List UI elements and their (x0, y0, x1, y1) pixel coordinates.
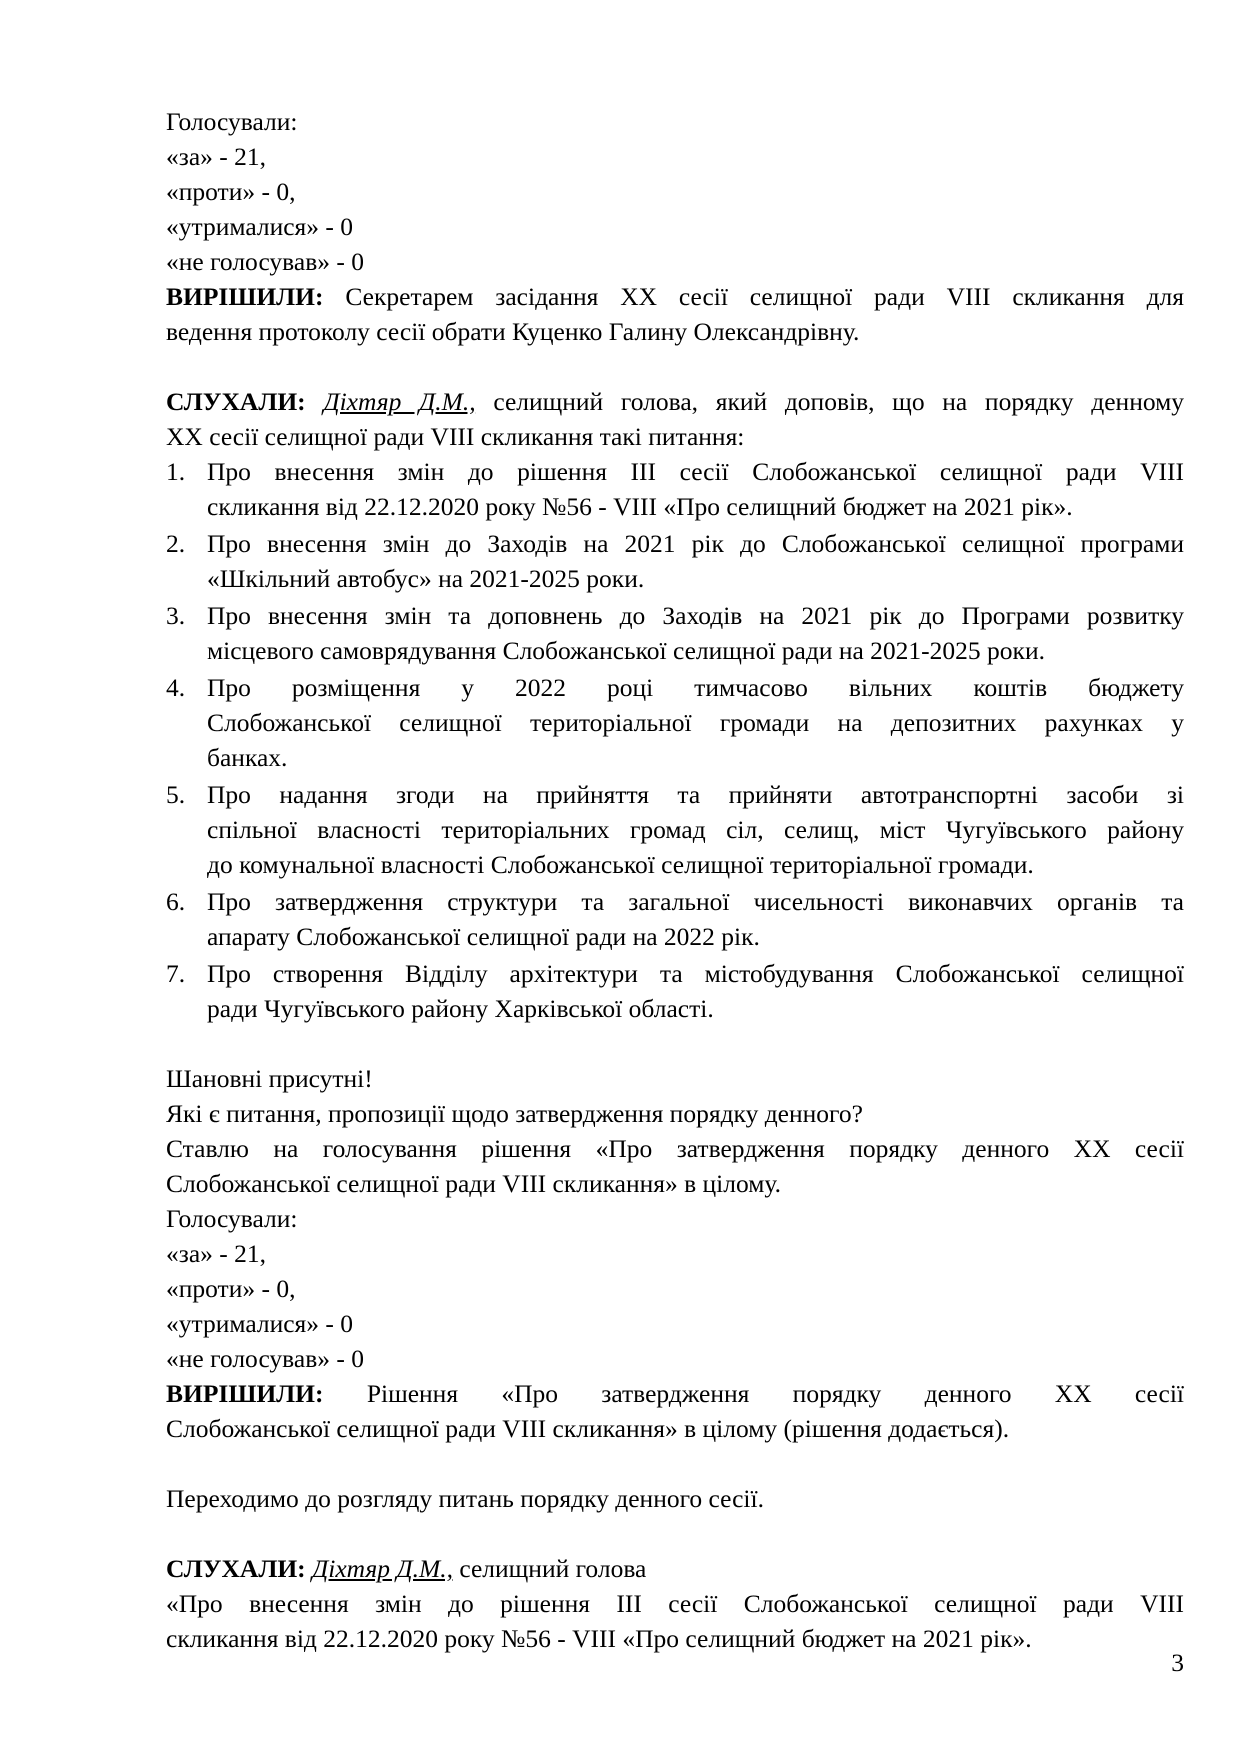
heard-line-3: скликання від 22.12.2020 року №56 - VIII «Про селищний бюджет на 2021 рік». (166, 1624, 1032, 1653)
agenda-item-6 (166, 884, 1184, 954)
agenda-line: Про розміщення у 2022 році тимчасово вільних коштів бюджету (207, 673, 1184, 702)
speaker-name: Діхтяр Д.М., (312, 1554, 453, 1583)
heard-label: СЛУХАЛИ: (166, 1554, 306, 1583)
speaker-role: селищний голова (459, 1554, 647, 1583)
agenda-number: 2. (166, 529, 186, 558)
put-to-vote-line-1: Ставлю на голосування рішення «Про затвердження порядку денного ХХ сесії (166, 1134, 1184, 1163)
vote-abstained: «утрималися» - 0 (166, 212, 354, 241)
decision-text-1: Секретарем засідання ХХ сесії селищної ради VIII скликання для (345, 282, 1185, 311)
agenda-line: до комунальної власності Слобожанської селищної територіальної громади. (207, 850, 1034, 879)
spacer (166, 1516, 1184, 1551)
heard-label: СЛУХАЛИ: (166, 387, 306, 416)
agenda-number: 4. (166, 673, 186, 702)
heard-line-1 (166, 384, 1184, 419)
vote-block-2 (166, 1201, 1184, 1376)
agenda-item-7 (166, 956, 1184, 1026)
vote-heading: Голосували: (166, 107, 298, 136)
speaker-name: Діхтяр Д.М., (323, 387, 476, 416)
heard-line-2: «Про внесення змін до рішення ІІІ сесії Слобожанської селищної ради VIII (166, 1589, 1184, 1618)
agenda-line: місцевого самоврядування Слобожанської селищної ради на 2021-2025 роки. (207, 636, 1045, 665)
decision-block-2 (166, 1376, 1184, 1446)
decision-label: ВИРІШИЛИ: (166, 282, 324, 311)
question: Які є питання, пропозиції щодо затвердження порядку денного? (166, 1099, 863, 1128)
vote-against: «проти» - 0, (166, 177, 296, 206)
agenda-line: скликання від 22.12.2020 року №56 - VIII «Про селищний бюджет на 2021 рік». (207, 492, 1073, 521)
agenda-line: Про внесення змін до рішення ІІІ сесії Слобожанської селищної ради VIII (207, 457, 1184, 486)
decision-block-1 (166, 279, 1184, 349)
agenda-line: Про надання згоди на прийняття та прийняти автотранспортні засоби зі (207, 780, 1184, 809)
agenda-line: Про внесення змін та доповнень до Заходів на 2021 рік до Програми розвитку (207, 601, 1184, 630)
agenda-line: спільної власності територіальних громад сіл, селищ, міст Чугуївського району (207, 815, 1184, 844)
decision-line-2: ведення протоколу сесії обрати Куценко Галину Олександрівну. (166, 317, 860, 346)
agenda-number: 3. (166, 601, 186, 630)
vote-for: «за» - 21, (166, 142, 267, 171)
heard-block-1 (166, 384, 1184, 454)
spacer (166, 1026, 1184, 1061)
address-block (166, 1061, 1184, 1201)
greeting: Шановні присутні! (166, 1064, 373, 1093)
spacer (166, 349, 1184, 384)
document-body (166, 104, 1184, 1656)
decision-line-2: Слобожанської селищної ради VIII скликання» в цілому (рішення додається). (166, 1414, 1010, 1443)
agenda-item-4 (166, 670, 1184, 775)
agenda-number: 6. (166, 887, 186, 916)
agenda-line: апарату Слобожанської селищної ради на 2022 рік. (207, 922, 760, 951)
vote-against: «проти» - 0, (166, 1274, 296, 1303)
heard-line-2: ХХ сесії селищної ради VIII скликання такі питання: (166, 422, 745, 451)
heard-text-1: селищний голова, який доповів, що на порядку денному (493, 387, 1184, 416)
page-number: 3 (1171, 1648, 1184, 1677)
agenda-item-1 (166, 454, 1184, 524)
agenda-line: банках. (207, 743, 288, 772)
agenda-item-2 (166, 526, 1184, 596)
agenda-line: Про затвердження структури та загальної чисельності виконавчих органів та (207, 887, 1184, 916)
vote-not-voted: «не голосував» - 0 (166, 1344, 364, 1373)
put-to-vote-line-2: Слобожанської селищної ради VIII скликання» в цілому. (166, 1169, 781, 1198)
vote-for: «за» - 21, (166, 1239, 267, 1268)
vote-heading: Голосували: (166, 1204, 298, 1233)
agenda-line: ради Чугуївського району Харківської області. (207, 994, 714, 1023)
vote-block-1 (166, 104, 1184, 279)
agenda-number: 7. (166, 959, 186, 988)
agenda-line: Про внесення змін до Заходів на 2021 рік до Слобожанської селищної програми (207, 529, 1184, 558)
spacer (166, 1446, 1184, 1481)
agenda-line: Про створення Відділу архітектури та містобудування Слобожанської селищної (207, 959, 1184, 988)
agenda-line: «Шкільний автобус» на 2021-2025 роки. (207, 564, 645, 593)
decision-text-1: Рішення «Про затвердження порядку денного ХХ сесії (366, 1379, 1184, 1408)
agenda-line: Слобожанської селищної територіальної громади на депозитних рахунках у (207, 708, 1184, 737)
vote-not-voted: «не голосував» - 0 (166, 247, 364, 276)
agenda-list (166, 454, 1184, 1026)
decision-line-1 (166, 1376, 1184, 1411)
agenda-item-5 (166, 777, 1184, 882)
heard-line-1 (166, 1551, 1184, 1586)
agenda-number: 5. (166, 780, 186, 809)
agenda-number: 1. (166, 457, 186, 486)
vote-abstained: «утрималися» - 0 (166, 1309, 354, 1338)
decision-line-1 (166, 279, 1184, 314)
heard-block-2 (166, 1551, 1184, 1656)
transition-text: Переходимо до розгляду питань порядку денного сесії. (166, 1484, 764, 1513)
agenda-item-3 (166, 598, 1184, 668)
decision-label: ВИРІШИЛИ: (166, 1379, 324, 1408)
